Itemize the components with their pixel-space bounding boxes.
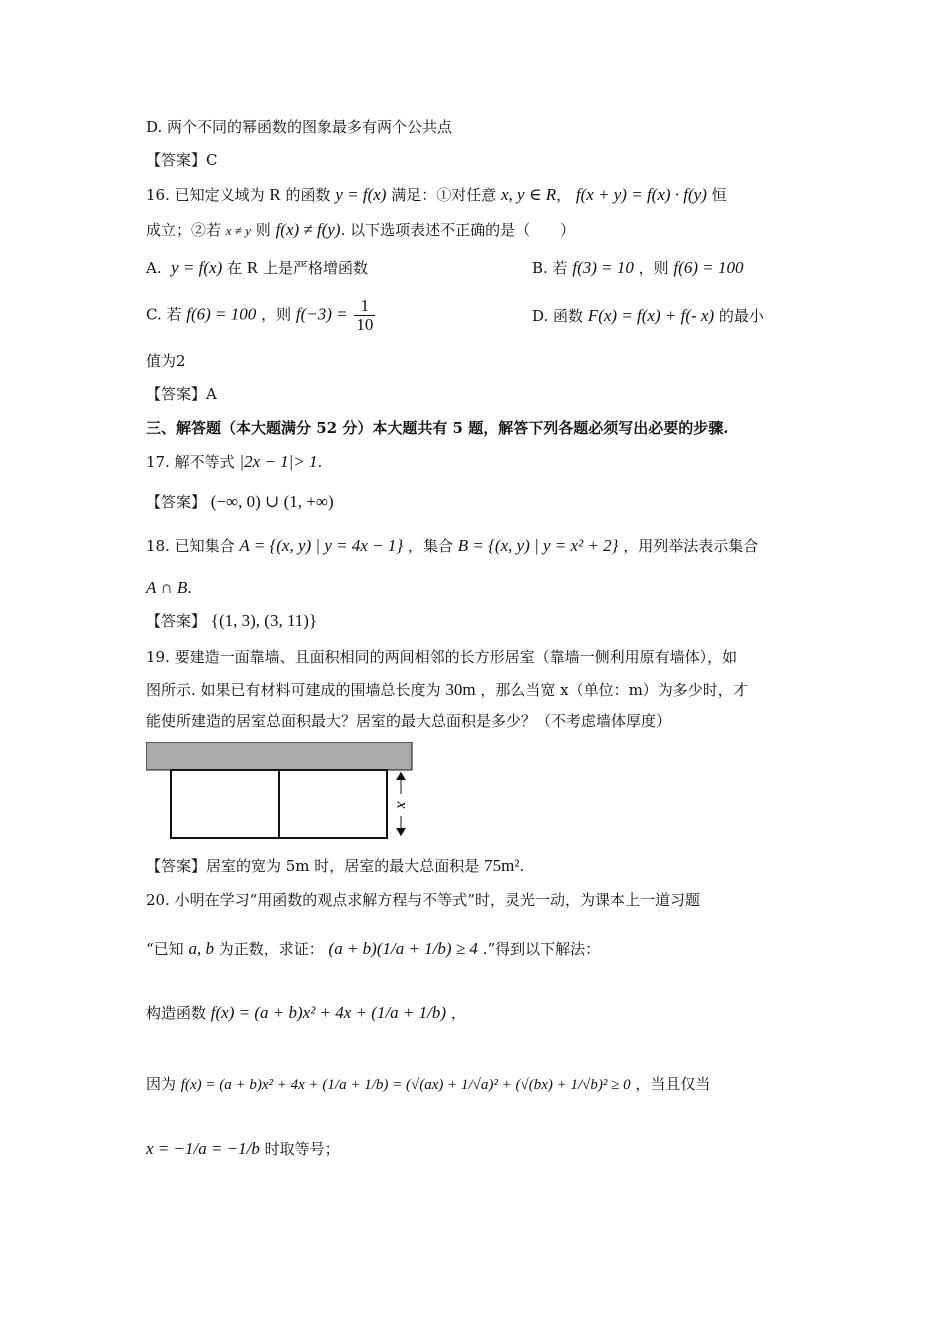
q20-stem-line1: 20. 小明在学习“用函数的观点求解方程与不等式”时，灵光一动，为课本上一道习题 (146, 891, 700, 909)
q18-answer: 【答案】 {(1, 3), (3, 11)} (146, 611, 318, 630)
q20-stem-line2: “已知 a, b 为正数，求证： (a + b)(1/a + 1/b) ≥ 4 .”得到以下解法： (146, 939, 601, 958)
q18-stem-line2: A ∩ B. (146, 578, 193, 597)
q16-option-a: A. y = f(x) 在 R 上是严格增函数 (146, 258, 368, 277)
section-3-heading: 三、解答题（本大题满分 52 分）本大题共有 5 题，解答下列各题必须写出必要的步骤. (146, 419, 729, 437)
q16-stem-line1: 16. 已知定义域为 R 的函数 y = f(x) 满足：①对任意 x, y ∈ R， f(x + y) = f(x) · f(y) 恒 (146, 185, 727, 204)
fraction-one-tenth: $\frac{1}{10}$ (356, 296, 374, 334)
q16-stem-line2: 成立；②若 x ≠ y 则 f(x) ≠ f(y). 以下选项表述不正确的是（ ） (146, 220, 576, 239)
q19-stem-line1: 19. 要建造一面靠墙、且面积相同的两间相邻的长方形居室（靠墙一侧利用原有墙体），如 (146, 648, 738, 666)
q19-stem-line2: 图所示. 如果已有材料可建成的围墙总长度为 30m ，那么当宽 x（单位：m）为多少时，才 (146, 680, 748, 699)
q16-answer: 【答案】A (146, 385, 217, 403)
q16-option-b: B. 若 f(3) = 10 ，则 f(6) = 100 (532, 258, 744, 277)
q20-construct: 构造函数 f(x) = (a + b)x² + 4x + (1/a + 1/b) ， (146, 1003, 466, 1022)
width-label-x: x (393, 801, 411, 809)
q16-option-c: C. 若 f(6) = 100 ，则 f(−3) = $\frac{1}{10}$ (146, 296, 374, 334)
q17-stem: 17. 解不等式 |2x − 1|> 1. (146, 452, 323, 471)
q19-stem-line3: 能使所建造的居室总面积最大？居室的最大总面积是多少？（不考虑墙体厚度） (146, 712, 672, 730)
q16-option-d-cont: 值为2 (146, 352, 186, 370)
q18-stem-line1: 18. 已知集合 A = {(x, y) | y = 4x − 1} ，集合 B = {(x, y) | y = x² + 2} ，用列举法表示集合 (146, 536, 759, 555)
q15-option-d: D. 两个不同的幂函数的图象最多有两个公共点 (146, 118, 453, 136)
q20-equality: x = −1/a = −1/b 时取等号； (146, 1139, 340, 1158)
wall (146, 742, 412, 770)
q20-because: 因为 f(x) = (a + b)x² + 4x + (1/a + 1/b) = (√(ax) + 1/√a)² + (√(bx) + 1/√b)² ≥ 0 ，当且仅当 (146, 1075, 711, 1093)
arrow-down (396, 828, 406, 836)
arrow-up (396, 772, 406, 780)
q19-answer: 【答案】居室的宽为 5m 时，居室的最大总面积是 75m². (146, 856, 525, 875)
room-diagram (146, 742, 416, 842)
q15-answer: 【答案】C (146, 151, 218, 169)
q16-option-d: D. 函数 F(x) = f(x) + f(- x) 的最小 (532, 306, 764, 325)
q17-answer: 【答案】 (−∞, 0) ∪ (1, +∞) (146, 492, 334, 511)
